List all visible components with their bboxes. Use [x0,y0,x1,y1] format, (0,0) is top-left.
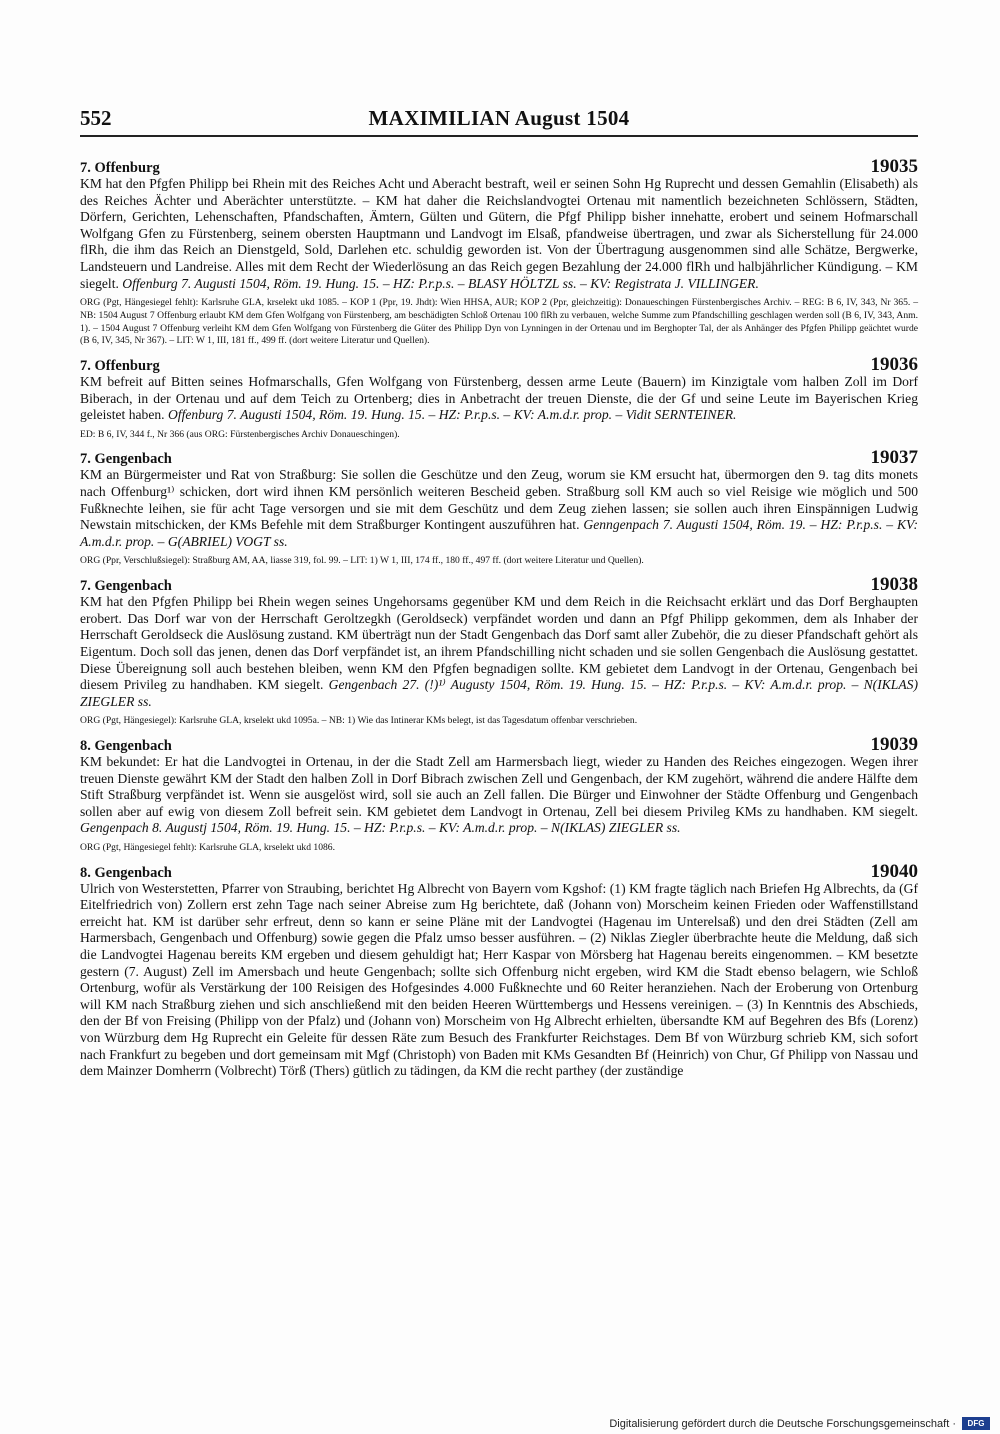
entry-19037 [80,447,918,568]
header-rule [80,135,918,137]
entry-signature: Genngenpach 7. Augusti 1504, Röm. 19. – HZ: P.r.p.s. – KV: A.m.d.r. prop. – G(ABRIEL) VOGT ss. [80,517,918,549]
entry-note: ED: B 6, IV, 344 f., Nr 366 (aus ORG: Fürstenbergisches Archiv Donaueschingen). [80,428,400,440]
entry-number: 19039 [870,733,918,755]
entry-note: ORG (Pgt, Hängesiegel): Karlsruhe GLA, krselekt ukd 1095a. – NB: 1) Wie das Intinerar KMs belegt, ist das Tagesdatum offenbar verschrieben. [80,715,638,727]
entry-body-text: KM an Bürgermeister und Rat von Straßburg: Sie sollen die Geschütze und den Zeug, worum sie KM ersucht hat, übermorgen den 9. tag dits monets nach Offenburg¹⁾ schicken, dort wird ihnen KM persönlich weiteren Bescheid geben. Straßburg soll KM auch so viel Reisige wie möglich und 500 Fußknechte leihen, sie für acht Tage versorgen und sie mit dem Geschütz und dem Zeug ziehen lassen; sie sollen auch ihren Einspännigen Ludwig Newstain mitschicken, der KMs Befehle mit dem Straßburger Kontingent auszuführen hat. [80,467,918,533]
entry-head [80,574,918,594]
entry-head [80,861,918,881]
entry-body-text: KM hat den Pfgfen Philipp bei Rhein mit des Reiches Acht und Aberacht bestraft, weil er seinen Sohn Hg Ruprecht und dessen Gemahlin (Elisabeth) als des Reiches Ächter und Aberächter unterstützte. – KM hat daher die Reichslandvogtei Ortenau mit namentlich bezeichneten Schlössern, Städten, Dörfern, Gerichten, Lehenschaften, Pfandschaften, Ämtern, Gülten und Gütern, die Pfgf Philipp bisher innehatte, erobert und seinem Hofmarschall Wolfgang Gfen zu Fürstenberg, seinem obersten Hauptmann und Landvogt im Elsaß, pfandweise übertragen, und zwar als Sicherstellung für 24.000 flRh, die ihm das Reich an Dienstgeld, Sold, Darlehen etc. schuldig geworden ist. Von der Übertragung ausgenommen sind alle Schätze, Bergwerke, Landsteuern und Landreise. Alles mit dem Recht der Wiederlösung an das Reich gegen Bezahlung der 24.000 flRh und halbjährlicher Kündigung. – KM siegelt. [80,176,918,291]
page-footer [0,1416,1000,1434]
entry-place: 7. Gengenbach [80,451,172,468]
entry-place: 7. Gengenbach [80,578,172,595]
entry-19036 [80,354,918,441]
entry-body-text: KM bekundet: Er hat die Landvogtei in Ortenau, in der die Stadt Zell am Harmersbach liegt, wieder zu Handen des Reiches eingezogen. Wegen ihrer treuen Dienste gewährt KM der Stadt den halben Zoll in Dorf Bibrach zwischen Zell und Gengenbach, der KM zugehört, während die andere Hälfte dem Stift Straßburg verpfändet ist. Wenn sie ausgelöst wird, soll sie auch an Zell fallen. Die Bürger und Einwohner der Städte Offenburg und Gengenbach sollen aber auf ewig von diesem Zoll befreit sein. KM gebietet dem Landvogt in Ortenau, Zell bei diesem Privileg KMs zu handhaben. KM siegelt. [80,753,918,819]
page-number: 552 [80,106,112,130]
entry-signature: Offenburg 7. Augusti 1504, Röm. 19. Hung. 15. – HZ: P.r.p.s. – KV: A.m.d.r. prop. – Vidit SERNTEINER. [167,407,737,423]
entry-19038 [80,574,918,728]
entry-place: 8. Gengenbach [80,864,172,881]
entry-signature: Offenburg 7. Augusti 1504, Röm. 19. Hung. 15. – HZ: P.r.p.s. – BLASY HÖLTZL ss. – KV: Registrata J. VILLINGER. [122,275,759,291]
funding-credit: Digitalisierung gefördert durch die Deutsche Forschungsgemeinschaft · [609,1418,956,1430]
entry-19040 [80,861,918,1080]
entry-number: 19040 [870,860,918,882]
entry-19039 [80,734,918,855]
entry-number: 19037 [870,447,918,469]
entry-text [80,176,918,292]
entry-body-text: KM hat den Pfgfen Philipp bei Rhein wegen seines Ungehorsams gegenüber KM und dem Reich in die Reichsacht erklärt und das Dorf Berghaupten erobert. Das Dorf war von der Herrschaft Geroltzegkh (Geroldseck) verpfändet worden und dann an Pfgf Philipp gekommen, dem als Inhaber der Herrschaft Geroldseck die Auslösung zustand. KM überträgt nun der Stadt Gengenbach das Dorf samt aller Zubehör, die zu dieser Pfandschaft gehört als Eigentum. Doch soll das jenen, denen das Dorf verpfändet ist, an ihrem Pfandschilling nicht schaden und sie sollen Gengenbach die Auslösung gestattet. Diese Übereignung soll auch bestehen bleiben, wenn KM den Pfgfen begnadigen sollte. KM gebietet dem Landvogt in der Ortenau, Gengenbach bei diesem Privileg zu handhaben. KM siegelt. [80,594,918,693]
running-title: MAXIMILIAN August 1504 [368,106,630,130]
page-header [80,106,918,140]
entry-number: 19036 [870,353,918,375]
entry-signature: Gengenbach 27. (!)¹⁾ Augusty 1504, Röm. 19. Hung. 15. – HZ: P.r.p.s. – KV: A.m.d.r. prop. – N(IKLAS) ZIEGLER ss. [80,677,918,709]
entry-note: ORG (Pgt, Hängesiegel fehlt): Karlsruhe GLA, krselekt ukd 1086. [80,841,335,853]
entry-head [80,354,918,374]
entry-head [80,734,918,754]
dfg-logo: DFG [962,1417,990,1430]
entry-place: 7. Offenburg [80,160,160,176]
entry-number: 19038 [870,574,918,596]
entry-head [80,447,918,467]
entry-text [80,881,918,1080]
entry-place: 7. Offenburg [80,357,160,374]
entry-head [80,156,918,176]
entry-signature: Gengenpach 8. Augustj 1504, Röm. 19. Hung. 15. – HZ: P.r.p.s. – KV: A.m.d.r. prop. – N(IKLAS) ZIEGLER ss. [80,820,681,836]
entry-text [80,374,918,424]
entry-text [80,467,918,550]
entry-19035 [80,156,918,348]
entry-text [80,594,918,710]
entry-number: 19035 [870,156,918,177]
entry-text [80,754,918,837]
entry-place: 8. Gengenbach [80,737,172,754]
entry-note: ORG (Pgt, Hängesiegel fehlt): Karlsruhe GLA, krselekt ukd 1085. – KOP 1 (Ppr, 19. Jhdt): Wien HHSA, AUR; KOP 2 (Ppr, gleichzeitig): Donaueschingen Fürstenbergisches Archiv. – REG: B 6, IV, 343, Nr 365. – NB: 1504 August 7 Offenburg erlaubt KM dem Gfen Wolfgang von Fürstenberg, am beschädigten Schloß Ortenau 100 flRh zu verbauen, welche Summe zum Pfandschilling geschlagen werden soll (B 6, IV, 343, Anm. 1). – 1504 August 7 Offenburg verleiht KM dem Gfen Wolfgang von Fürstenberg die Güter des Philipp Dyn von Lynningen in der Ortenau und im Berghopter Tal, der als Anhänger des Pfgfen Philipp geächtet wurde (B 6, IV, 345, Nr 367). – LIT: W 1, III, 181 ff., 499 ff. (dort weitere Literatur und Quellen). [80,297,918,347]
entry-body-text: KM befreit auf Bitten seines Hofmarschalls, Gfen Wolfgang von Fürstenberg, dessen arme Leute (Bauern) im Kinzigtale vom halben Zoll im Dorf Biberach, in der Ortenau und auf dem Teich zu Ortenberg; dies in Anbetracht der treuen Dienste, die der Gf und seine Leute im Bayerischen Krieg geleistet haben. [80,373,918,423]
entry-note: ORG (Ppr, Verschlußsiegel): Straßburg AM, AA, liasse 319, fol. 99. – LIT: 1) W 1, III, 174 ff., 180 ff., 497 ff. (dort weitere Literatur und Quellen). [80,555,644,567]
entry-list [80,156,918,1086]
entry-body-text: Ulrich von Westerstetten, Pfarrer von Straubing, berichtet Hg Albrecht von Bayern vom Kgshof: (1) KM fragte täglich nach Briefen Hg Albrechts, da (Gf Eitelfriedrich von) Zollern erst zehn Tage nach seiner Abreise zum Hg berichtete, daß (Johann von) Morscheim keinen Frieden oder Waffenstillstand erreicht hat. KM ist darüber sehr erfreut, denn so kann er seine Pläne mit der Landvogtei (Hagenau im Unterelsaß) und den drei Städten (Zell am Harmersbach, Gengenbach und Offenburg) sowie gegen die Pfalz umso besser ausführen. – (2) Niklas Ziegler überbrachte heute die Meldung, daß sich die Landvogtei Hagenau bereits KM ergeben und diesem gehuldigt hat; Herr Kaspar von Mörsberg hat Hagenau bereits eingenommen. – KM besetzte gestern (7. August) Zell im Amersbach und heute Gengenbach; sollte sich Offenburg nicht ergeben, wird KM die Stadt ebenso belagern, wie Schloß Ortenburg, wofür als Verstärkung der 100 Reisigen des Hofgesindes 4.000 Fußknechte und 60 Reiter heranziehen. Nach der Eroberung von Ortenburg will KM nach Straßburg ziehen und sich anschließend mit den beiden Heeren Württembergs und Hessens vereinigen. – (3) In Kenntnis des Abschieds, den der Bf von Freising (Philipp von der Pfalz) und (Johann von) Morscheim von Hg Albrecht erhielten, übersandte KM auf Begehren des Bfs (Lorenz) von Würzburg dem Hg Ruprecht ein Geleite für dessen Räte zum Besuch des Frankfurter Reichstages. Dem Bf von Würzburg schrieb KM, sich sofort nach Frankfurt zu begeben und dort gemeinsam mit Mgf (Christoph) von Baden mit KMs Gesandten Bf (Heinrich) von Chur, Gf Philipp von Nassau und dem Mainzer Domherrn (Volbrecht) Törß (Thers) gütlich zu tädingen, da KM die recht parthey (der zuständige [80,880,918,1079]
